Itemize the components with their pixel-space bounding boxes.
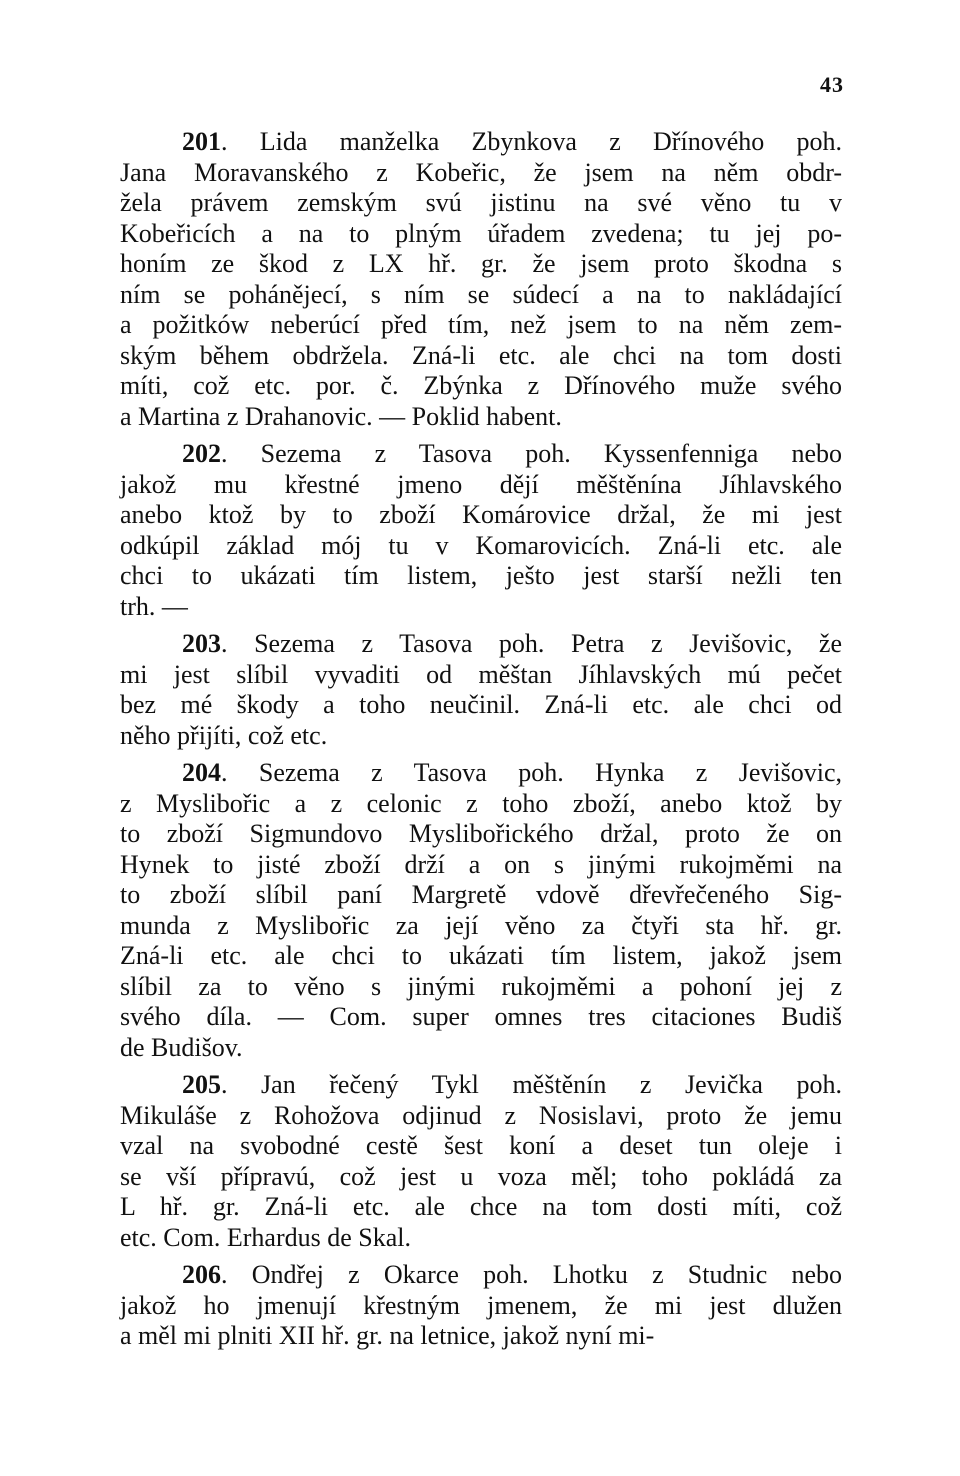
line-text: odkúpil základ mój tu v Komarovicích. Zná-li etc. ale	[120, 530, 842, 560]
text-line	[120, 789, 842, 820]
text-line	[120, 500, 842, 531]
line-text: svého díla. — Com. super omnes tres citaciones Budiš	[120, 1002, 842, 1031]
text-line	[120, 629, 842, 660]
text-line	[120, 1131, 842, 1162]
line-text: Mikuláše z Rohožova odjinud z Nosislavi, proto že jemu	[120, 1100, 842, 1130]
text-line	[120, 310, 842, 341]
text-line	[120, 660, 842, 691]
line-text: žela právem zemským svú jistinu na své věno tu v	[120, 188, 842, 217]
text-line	[120, 341, 842, 372]
text-line	[120, 1291, 842, 1322]
line-text: L hř. gr. Zná-li etc. ale chce na tom dosti míti, což	[120, 1192, 842, 1221]
text-line	[120, 592, 842, 623]
text-line	[120, 219, 842, 250]
line-text: . Sezema z Tasova poh. Kyssenfenniga nebo	[221, 439, 842, 468]
text-line	[120, 1033, 842, 1064]
text-line	[120, 561, 842, 592]
line-text: honím ze škod z LX hř. gr. že jsem proto škodna s	[120, 249, 842, 278]
text-line	[120, 1321, 842, 1352]
entry-number: 201	[182, 127, 221, 156]
entry-number: 204	[182, 758, 221, 787]
text-line	[120, 880, 842, 911]
line-text: . Sezema z Tasova poh. Hynka z Jevišovic,	[221, 758, 842, 787]
text-line	[120, 402, 842, 433]
line-text: a Martina z Drahanovic. — Poklid habent.	[120, 401, 562, 431]
line-text: etc. Com. Erhardus de Skal.	[120, 1222, 411, 1252]
line-text: mi jest slíbil vyvaditi od měštan Jíhlavských mú pečet	[120, 659, 842, 689]
line-text: trh. —	[120, 591, 188, 621]
text-line	[120, 690, 842, 721]
text-line	[120, 1070, 842, 1101]
text-line	[120, 1223, 842, 1254]
entry-205	[120, 1070, 842, 1253]
line-text: něho přijíti, což etc.	[120, 720, 328, 750]
line-text: z Myslibořic a z celonic z toho zboží, anebo ktož by	[120, 788, 842, 818]
line-text: a měl mi plniti XII hř. gr. na letnice, jakož nyní mi-	[120, 1321, 655, 1350]
text-line	[120, 1101, 842, 1132]
line-text: bez mé škody a toho neučinil. Zná-li etc. ale chci od	[120, 690, 842, 719]
line-text: . Ondřej z Okarce poh. Lhotku z Studnic nebo	[221, 1260, 842, 1289]
line-text: jakož ho jmenují křestným jmenem, že mi jest dlužen	[120, 1290, 842, 1320]
line-text: ským během obdržela. Zná-li etc. ale chci na tom dosti	[120, 340, 842, 370]
text-line	[120, 911, 842, 942]
entry-204	[120, 758, 842, 1063]
line-text: . Sezema z Tasova poh. Petra z Jevišovic, že	[221, 629, 842, 658]
text-line	[120, 439, 842, 470]
text-line	[120, 280, 842, 311]
text-body	[120, 127, 842, 1359]
entry-203	[120, 629, 842, 751]
text-line	[120, 721, 842, 752]
line-text: munda z Myslibořic za její věno za čtyři sta hř. gr.	[120, 910, 842, 940]
line-text: anebo ktož by to zboží Komárovice držal, že mi jest	[120, 500, 842, 529]
text-line	[120, 1002, 842, 1033]
entry-number: 205	[182, 1070, 221, 1099]
text-line	[120, 758, 842, 789]
line-text: Zná-li etc. ale chci to ukázati tím listem, jakož jsem	[120, 941, 842, 970]
line-text: to zboží Sigmundovo Myslibořického držal, proto že on	[120, 819, 842, 848]
line-text: chci to ukázati tím listem, ješto jest starší nežli ten	[120, 561, 842, 590]
line-text: vzal na svobodné cestě šest koní a deset tun oleje i	[120, 1131, 842, 1160]
text-line	[120, 158, 842, 189]
line-text: de Budišov.	[120, 1032, 243, 1062]
entry-202	[120, 439, 842, 622]
text-line	[120, 850, 842, 881]
text-line	[120, 531, 842, 562]
text-line	[120, 1192, 842, 1223]
line-text: slíbil za to věno s jinými rukojměmi a pohoní jej z	[120, 971, 842, 1001]
line-text: Jana Moravanského z Kobeřic, že jsem na něm obdr-	[120, 157, 842, 187]
entry-number: 203	[182, 629, 221, 658]
text-line	[120, 470, 842, 501]
text-line	[120, 819, 842, 850]
line-text: . Lida manželka Zbynkova z Dřínového poh.	[221, 127, 842, 156]
text-line	[120, 371, 842, 402]
text-line	[120, 972, 842, 1003]
line-text: Kobeřicích a na to plným úřadem zvedena; tu jej po-	[120, 218, 842, 248]
line-text: ním se pohánějecí, s ním se súdecí a na to nakládající	[120, 279, 842, 309]
entry-201	[120, 127, 842, 432]
line-text: to zboží slíbil paní Margretě vdově dřevřečeného Sig-	[120, 880, 842, 909]
entry-number: 206	[182, 1260, 221, 1289]
text-line	[120, 1260, 842, 1291]
entry-number: 202	[182, 439, 221, 468]
text-line	[120, 188, 842, 219]
text-line	[120, 249, 842, 280]
page-number: 43	[820, 72, 844, 97]
text-line	[120, 127, 842, 158]
line-text: se vší přípravú, což jest u voza měl; toho pokládá za	[120, 1161, 842, 1191]
text-line	[120, 1162, 842, 1193]
line-text: . Jan řečený Tykl měštěnín z Jevička poh.	[221, 1070, 842, 1099]
line-text: míti, což etc. por. č. Zbýnka z Dřínového muže svého	[120, 371, 842, 400]
line-text: Hynek to jisté zboží drží a on s jinými rukojměmi na	[120, 849, 842, 879]
text-line	[120, 941, 842, 972]
line-text: a požitków neberúcí před tím, než jsem to na něm zem-	[120, 310, 842, 339]
line-text: jakož mu křestné jmeno dějí měštěnína Jíhlavského	[120, 469, 842, 499]
entry-206	[120, 1260, 842, 1352]
